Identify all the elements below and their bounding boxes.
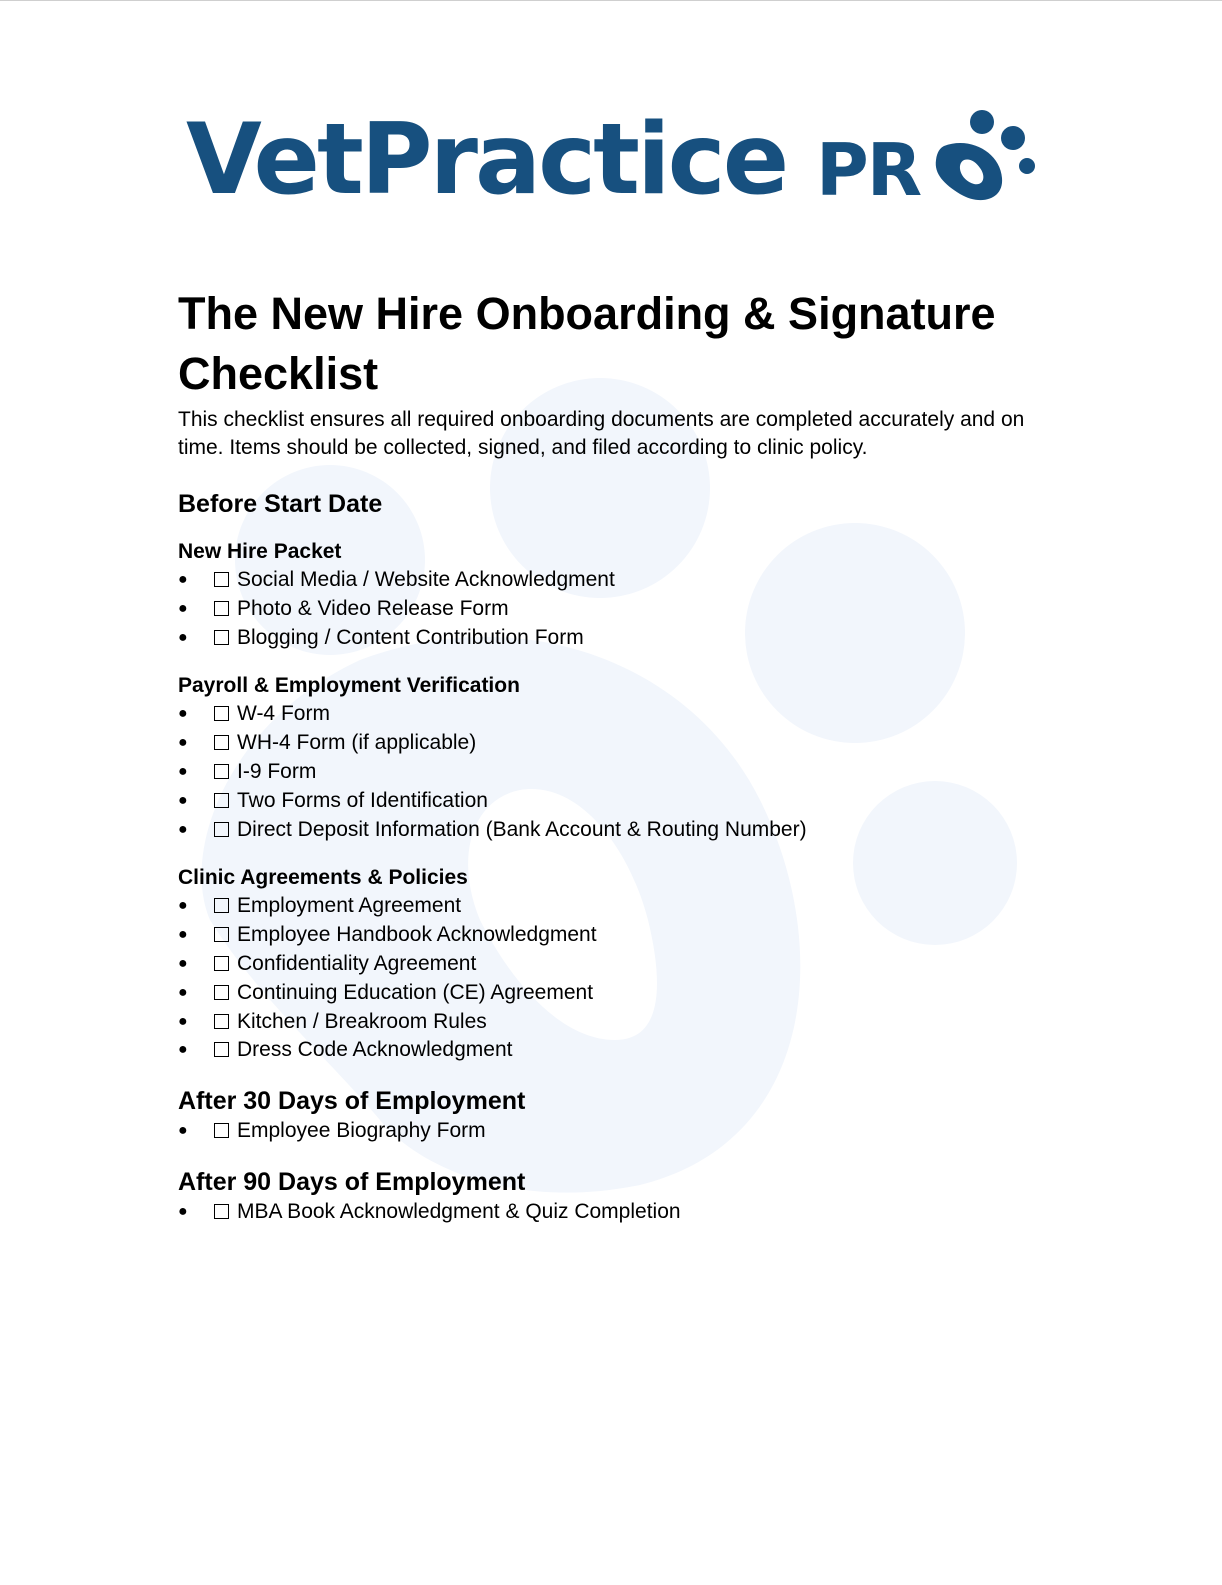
empty-checkbox-icon[interactable] bbox=[214, 898, 229, 913]
group-heading-clinic-agreements: Clinic Agreements & Policies bbox=[178, 866, 468, 890]
checklist-item bbox=[178, 758, 1048, 787]
checklist-item-label: Employee Biography Form bbox=[237, 1119, 486, 1143]
empty-checkbox-icon[interactable] bbox=[214, 793, 229, 808]
bullet-icon: ● bbox=[178, 705, 188, 723]
bullet-icon: ● bbox=[178, 791, 188, 809]
document-intro: This checklist ensures all required onboarding documents are completed accurately and on time. Items should be collected, signed, and filed according to clinic policy. bbox=[178, 408, 1025, 459]
checklist-item-label: Social Media / Website Acknowledgment bbox=[237, 568, 615, 591]
checklist-item-label: Employee Handbook Acknowledgment bbox=[237, 923, 597, 947]
checklist-item bbox=[178, 566, 1048, 595]
section-heading-after-30-days: After 30 Days of Employment bbox=[178, 1087, 526, 1116]
checklist-document bbox=[178, 284, 1048, 1227]
checklist-item bbox=[178, 1008, 1048, 1037]
empty-checkbox-icon[interactable] bbox=[214, 764, 229, 779]
bullet-icon: ● bbox=[178, 734, 188, 752]
bullet-icon: ● bbox=[178, 1041, 188, 1059]
bullet-icon: ● bbox=[178, 762, 188, 780]
bullet-icon: ● bbox=[178, 820, 188, 838]
checklist-new-hire-packet bbox=[178, 566, 1048, 652]
checklist-item bbox=[178, 1198, 1048, 1227]
checklist-item bbox=[178, 700, 1048, 729]
section-heading-after-90-days: After 90 Days of Employment bbox=[178, 1167, 526, 1196]
checklist-item-label: Kitchen / Breakroom Rules bbox=[237, 1009, 487, 1033]
empty-checkbox-icon[interactable] bbox=[214, 985, 229, 1000]
empty-checkbox-icon[interactable] bbox=[214, 1204, 229, 1219]
checklist-item bbox=[178, 595, 1048, 624]
paw-icon bbox=[930, 108, 1040, 208]
group-heading-new-hire-packet: New Hire Packet bbox=[178, 540, 342, 563]
checklist-item bbox=[178, 979, 1048, 1008]
checklist-item-label: Two Forms of Identification bbox=[237, 788, 488, 812]
checklist-item-label: Continuing Education (CE) Agreement bbox=[237, 980, 594, 1004]
checklist-item bbox=[178, 816, 1048, 845]
checklist-item-label: Photo & Video Release Form bbox=[237, 596, 509, 620]
checklist-item-label: Dress Code Acknowledgment bbox=[237, 1038, 513, 1062]
empty-checkbox-icon[interactable] bbox=[214, 822, 229, 837]
checklist-item-label: Employment Agreement bbox=[237, 894, 462, 918]
bullet-icon: ● bbox=[178, 897, 188, 915]
section-heading-before-start: Before Start Date bbox=[178, 490, 383, 518]
logo-wordmark: VetPractice bbox=[186, 103, 787, 217]
document-title: The New Hire Onboarding & Signature Checklist bbox=[178, 288, 996, 399]
empty-checkbox-icon[interactable] bbox=[214, 956, 229, 971]
bullet-icon: ● bbox=[178, 571, 188, 588]
checklist-item bbox=[178, 1036, 1048, 1065]
checklist-item bbox=[178, 787, 1048, 816]
checklist-item-label: WH-4 Form (if applicable) bbox=[237, 731, 477, 755]
checklist-payroll bbox=[178, 700, 1048, 844]
checklist-item bbox=[178, 921, 1048, 950]
empty-checkbox-icon[interactable] bbox=[214, 1014, 229, 1029]
empty-checkbox-icon[interactable] bbox=[214, 927, 229, 942]
checklist-item-label: Direct Deposit Information (Bank Account & Routing Number) bbox=[237, 817, 807, 841]
logo-pro-text: PR bbox=[816, 128, 921, 212]
bullet-icon: ● bbox=[178, 954, 188, 972]
bullet-icon: ● bbox=[178, 1122, 188, 1140]
checklist-item bbox=[178, 1117, 1048, 1146]
checklist-item bbox=[178, 892, 1048, 921]
empty-checkbox-icon[interactable] bbox=[214, 1042, 229, 1057]
checklist-after-30-days bbox=[178, 1117, 1048, 1146]
bullet-icon: ● bbox=[178, 628, 188, 646]
bullet-icon: ● bbox=[178, 1202, 188, 1220]
empty-checkbox-icon[interactable] bbox=[214, 706, 229, 721]
checklist-item-label: MBA Book Acknowledgment & Quiz Completion bbox=[237, 1199, 681, 1223]
checklist-after-90-days bbox=[178, 1198, 1048, 1227]
checklist-item bbox=[178, 729, 1048, 758]
checklist-item-label: Confidentiality Agreement bbox=[237, 951, 477, 975]
empty-checkbox-icon[interactable] bbox=[214, 630, 229, 645]
empty-checkbox-icon[interactable] bbox=[214, 572, 229, 587]
group-heading-payroll: Payroll & Employment Verification bbox=[178, 674, 520, 698]
bullet-icon: ● bbox=[178, 1012, 188, 1030]
checklist-item bbox=[178, 950, 1048, 979]
checklist-item-label: W-4 Form bbox=[237, 702, 330, 726]
bullet-icon: ● bbox=[178, 599, 188, 617]
empty-checkbox-icon[interactable] bbox=[214, 1123, 229, 1138]
empty-checkbox-icon[interactable] bbox=[214, 601, 229, 616]
checklist-clinic-agreements bbox=[178, 892, 1048, 1065]
vetpracticepro-logo bbox=[180, 100, 1040, 220]
checklist-item-label: I-9 Form bbox=[237, 759, 317, 783]
checklist-item bbox=[178, 624, 1048, 653]
empty-checkbox-icon[interactable] bbox=[214, 735, 229, 750]
checklist-item-label: Blogging / Content Contribution Form bbox=[237, 625, 584, 649]
bullet-icon: ● bbox=[178, 926, 188, 944]
bullet-icon: ● bbox=[178, 983, 188, 1001]
